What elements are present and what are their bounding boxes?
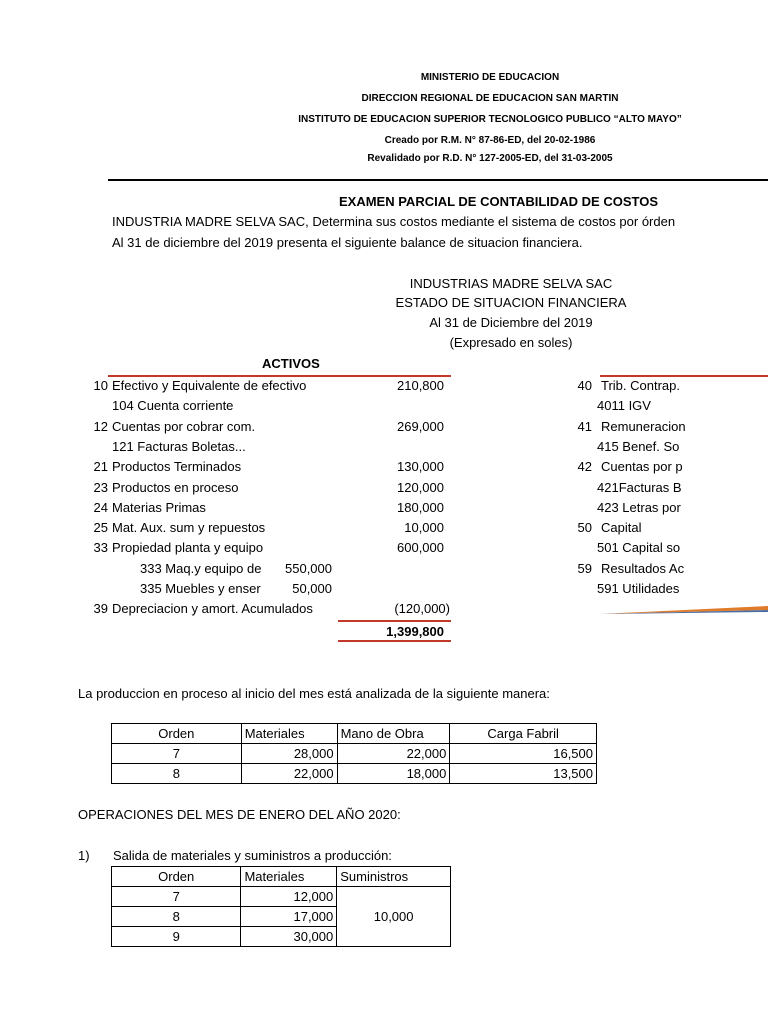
asset-amount: 120,000 [397, 480, 444, 495]
materials-col-materiales: Materiales [241, 867, 337, 887]
assets-heading: ACTIVOS [262, 356, 320, 371]
liability-label: Capital [601, 520, 642, 535]
liability-code: 42 [577, 459, 592, 474]
asset-label: Mat. Aux. sum y repuestos [112, 520, 266, 535]
asset-amount: 600,000 [397, 540, 444, 555]
liability-label: 421Facturas B [597, 480, 682, 495]
materials-cell: 8 [112, 907, 241, 927]
decorative-wedge [600, 604, 768, 616]
asset-sub-amount: 50,000 [292, 581, 332, 596]
wip-col-mano-obra: Mano de Obra [337, 724, 450, 744]
asset-label: 104 Cuenta corriente [112, 398, 234, 413]
operations-title: OPERACIONES DEL MES DE ENERO DEL AÑO 2020: [78, 807, 401, 822]
asset-code: 23 [93, 480, 108, 495]
header-direction: DIRECCION REGIONAL DE EDUCACION SAN MARTIN [361, 93, 619, 104]
asset-amount: 269,000 [397, 419, 444, 434]
table-row [112, 744, 597, 764]
wip-col-materiales: Materiales [241, 724, 337, 744]
liability-label: 423 Letras por [597, 500, 681, 515]
wip-cell: 13,500 [450, 764, 597, 784]
asset-label: Materias Primas [112, 500, 206, 515]
liability-code: 40 [577, 378, 592, 393]
wip-col-orden: Orden [112, 724, 242, 744]
materials-cell: 30,000 [241, 927, 337, 947]
asset-amount: 180,000 [397, 500, 444, 515]
asset-label: Efectivo y Equivalente de efectivo [112, 378, 307, 393]
asset-sub-amount: 550,000 [285, 561, 332, 576]
exam-title: EXAMEN PARCIAL DE CONTABILIDAD DE COSTOS [339, 194, 659, 209]
wip-cell: 18,000 [337, 764, 450, 784]
asset-label: Cuentas por cobrar com. [112, 419, 256, 434]
materials-cell: 7 [112, 887, 241, 907]
asset-label: Productos Terminados [112, 459, 242, 474]
statement-date: Al 31 de Diciembre del 2019 [429, 315, 593, 330]
wip-cell: 22,000 [337, 744, 450, 764]
materials-header-row [112, 867, 451, 887]
wip-cell: 7 [112, 744, 242, 764]
header-revalidated: Revalidado por R.D. N° 127-2005-ED, del 31-03-2005 [367, 153, 613, 164]
liability-label: 501 Capital so [597, 540, 681, 555]
asset-code: 21 [93, 459, 108, 474]
asset-code: 12 [93, 419, 108, 434]
table-row [112, 764, 597, 784]
liability-label: Trib. Contrap. [601, 378, 680, 393]
wip-header-row [112, 724, 597, 744]
liabilities-heading-underline [600, 375, 768, 377]
materials-cell: 17,000 [241, 907, 337, 927]
asset-amount: 130,000 [397, 459, 444, 474]
asset-label: 333 Maq.y equipo de [140, 561, 262, 576]
header-created: Creado por R.M. N° 87-86-ED, del 20-02-1986 [384, 135, 596, 146]
total-top-line [338, 620, 451, 622]
asset-code: 10 [93, 378, 108, 393]
liability-label: Remuneracion [601, 419, 686, 434]
wip-cell: 28,000 [241, 744, 337, 764]
asset-label: Depreciacion y amort. Acumulados [112, 601, 313, 616]
assets-heading-underline [108, 375, 451, 377]
asset-amount: 10,000 [404, 520, 444, 535]
wip-cell: 16,500 [450, 744, 597, 764]
item-1-number: 1) [78, 848, 90, 863]
statement-currency: (Expresado en soles) [449, 335, 573, 350]
materials-cell: 9 [112, 927, 241, 947]
header-ministry: MINISTERIO DE EDUCACION [420, 72, 560, 83]
asset-label: 335 Muebles y enser [140, 581, 261, 596]
asset-label: Productos en proceso [112, 480, 239, 495]
liability-code: 59 [577, 561, 592, 576]
intro-line-1: INDUSTRIA MADRE SELVA SAC, Determina sus costos mediante el sistema de costos por órden [112, 214, 676, 229]
liability-label: 591 Utilidades [597, 581, 680, 596]
liability-label: Resultados Ac [601, 561, 685, 576]
materials-table [111, 866, 451, 947]
liability-label: 4011 IGV [597, 398, 651, 413]
asset-label: Propiedad planta y equipo [112, 540, 264, 555]
materials-col-suministros: Suministros [337, 867, 451, 887]
header-institute: INSTITUTO DE EDUCACION SUPERIOR TECNOLOGICO PUBLICO “ALTO MAYO” [298, 114, 682, 125]
header-divider [108, 179, 768, 181]
liability-label: 415 Benef. So [597, 439, 680, 454]
asset-code: 39 [93, 601, 108, 616]
liability-code: 50 [577, 520, 592, 535]
asset-amount: 210,800 [397, 378, 444, 393]
wip-intro: La produccion en proceso al inicio del mes está analizada de la siguiente manera: [78, 686, 550, 701]
wip-cell: 8 [112, 764, 242, 784]
statement-company: INDUSTRIAS MADRE SELVA SAC [409, 276, 613, 291]
total-bottom-line [338, 640, 451, 642]
liability-code: 41 [577, 419, 592, 434]
asset-code: 24 [93, 500, 108, 515]
table-row [112, 887, 451, 907]
asset-code: 25 [93, 520, 108, 535]
materials-cell: 12,000 [241, 887, 337, 907]
materials-col-orden: Orden [112, 867, 241, 887]
asset-amount: (120,000) [394, 601, 450, 616]
wip-col-carga-fabril: Carga Fabril [450, 724, 597, 744]
wip-cell: 22,000 [241, 764, 337, 784]
suministros-cell: 10,000 [337, 887, 451, 947]
asset-label: 121 Facturas Boletas... [112, 439, 246, 454]
liability-label: Cuentas por p [601, 459, 683, 474]
item-1-text: Salida de materiales y suministros a producción: [113, 848, 392, 863]
asset-code: 33 [93, 540, 108, 555]
wip-table [111, 723, 597, 784]
intro-line-2: Al 31 de diciembre del 2019 presenta el siguiente balance de situacion financiera. [112, 235, 583, 250]
statement-name: ESTADO DE SITUACION FINANCIERA [395, 295, 627, 310]
assets-total: 1,399,800 [386, 624, 444, 639]
